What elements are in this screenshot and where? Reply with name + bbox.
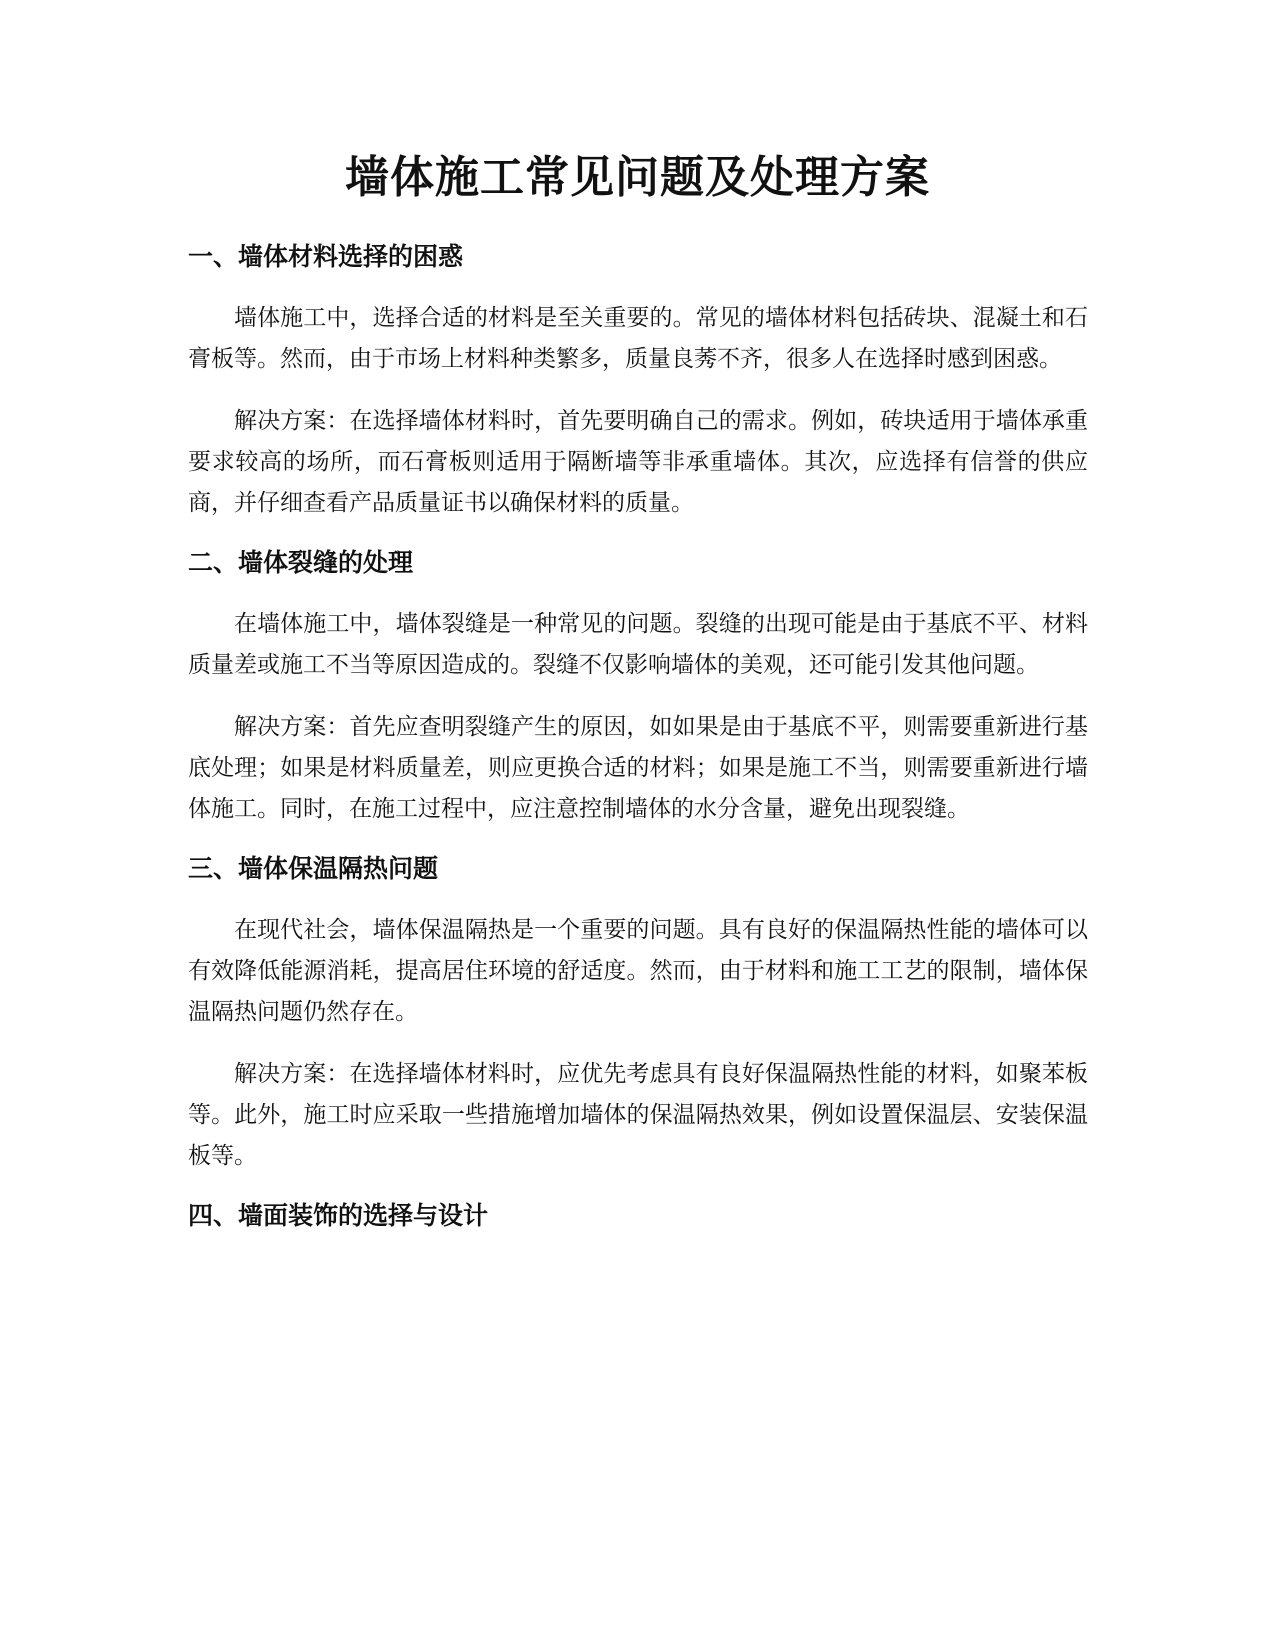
paragraph: 解决方案：在选择墙体材料时，首先要明确自己的需求。例如，砖块适用于墙体承重要求较高的场所，而石膏板则适用于隔断墙等非承重墙体。其次，应选择有信誉的供应商，并仔细查看产品质量证书以确保材料的质量。 — [188, 408, 1088, 516]
paragraph: 在现代社会，墙体保温隔热是一个重要的问题。具有良好的保温隔热性能的墙体可以有效降低能源消耗，提高居住环境的舒适度。然而，由于材料和施工工艺的限制，墙体保温隔热问题仍然存在。 — [188, 917, 1088, 1025]
section-wall-cracks — [188, 546, 1088, 830]
section-heading: 一、墙体材料选择的困惑 — [188, 242, 464, 271]
section-heading: 二、墙体裂缝的处理 — [188, 548, 414, 577]
document-title: 墙体施工常见问题及处理方案 — [345, 152, 930, 203]
paragraph: 墙体施工中，选择合适的材料是至关重要的。常见的墙体材料包括砖块、混凝土和石膏板等。然而，由于市场上材料种类繁多，质量良莠不齐，很多人在选择时感到困惑。 — [188, 305, 1088, 372]
paragraph: 解决方案：首先应查明裂缝产生的原因，如如果是由于基底不平，则需要重新进行基底处理；如果是材料质量差，则应更换合适的材料；如果是施工不当，则需要重新进行墙体施工。同时，在施工过程中，应注意控制墙体的水分含量，避免出现裂缝。 — [188, 714, 1088, 822]
document-body — [188, 240, 1088, 1257]
section-material-selection — [188, 240, 1088, 524]
section-insulation — [188, 852, 1088, 1177]
section-heading: 四、墙面装饰的选择与设计 — [188, 1201, 489, 1230]
paragraph: 解决方案：在选择墙体材料时，应优先考虑具有良好保温隔热性能的材料，如聚苯板等。此外，施工时应采取一些措施增加墙体的保温隔热效果，例如设置保温层、安装保温板等。 — [188, 1061, 1088, 1169]
section-wall-decoration — [188, 1199, 1088, 1233]
section-heading: 三、墙体保温隔热问题 — [188, 854, 439, 883]
paragraph: 在墙体施工中，墙体裂缝是一种常见的问题。裂缝的出现可能是由于基底不平、材料质量差或施工不当等原因造成的。裂缝不仅影响墙体的美观，还可能引发其他问题。 — [188, 611, 1088, 678]
